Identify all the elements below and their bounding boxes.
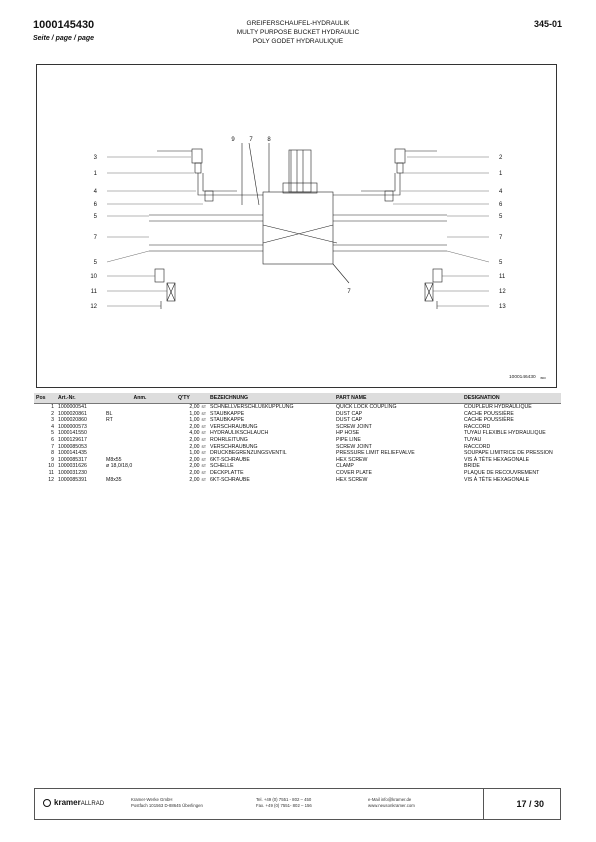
row-art-nr: 1000129617 [58, 436, 87, 443]
table-row [34, 470, 561, 477]
row-qty: 2,00 ST [189, 463, 206, 470]
row-unit: ST [201, 464, 206, 469]
row-part-name: PIPE LINE [336, 436, 361, 443]
parts-table-body [34, 404, 561, 484]
row-qty: 2,00 ST [189, 456, 206, 463]
row-pos: 6 [51, 436, 54, 443]
row-pos: 2 [51, 410, 54, 417]
col-qty: Q'TY [176, 393, 208, 404]
row-unit: ST [201, 405, 206, 409]
row-qty: 2,00 ST [189, 436, 206, 443]
drawing-suffix: /800 [540, 376, 546, 380]
callout-right-6: 7 [499, 235, 503, 241]
row-part-name: QUICK LOCK COUPLING [336, 404, 397, 410]
row-pos: 9 [51, 456, 54, 463]
row-pos: 1 [51, 404, 54, 410]
callout-top-3: 8 [267, 137, 271, 143]
row-bezeichnung: VERSCHRAUBUNG [210, 443, 258, 450]
row-bezeichnung: HYDRAULIKSCHLAUCH [210, 430, 269, 437]
callout-top-1: 9 [231, 137, 235, 143]
callout-left-5: 5 [93, 214, 97, 220]
table-row [34, 437, 561, 444]
title-french: POLY GODET HYDRAULIQUE [252, 38, 344, 45]
row-art-nr: 1000000541 [58, 404, 87, 410]
row-bezeichnung: STAUBKAPPE [210, 417, 245, 424]
row-designation: TUYAU [464, 436, 482, 443]
row-pos: 7 [51, 443, 54, 450]
row-part-name: HP HOSE [336, 430, 360, 437]
row-unit: ST [201, 418, 206, 423]
row-anm: BL [106, 410, 113, 417]
footer-divider [483, 789, 484, 819]
col-pos: Pos [34, 393, 56, 404]
row-anm: ø 18,0/18,0 [106, 463, 133, 470]
row-pos: 8 [51, 450, 54, 457]
row-unit: ST [201, 431, 206, 436]
callout-left-1: 3 [93, 155, 97, 161]
row-qty: 2,00 ST [189, 469, 206, 476]
row-qty: 2,00 ST [189, 443, 206, 450]
row-part-name: COVER PLATE [336, 469, 372, 476]
callout-left-2: 1 [93, 171, 97, 177]
row-part-name: SCREW JOINT [336, 423, 372, 430]
row-part-name: HEX SCREW [336, 456, 368, 463]
footer [34, 788, 561, 820]
row-qty: 2,00 ST [189, 404, 206, 410]
document-title [0, 19, 596, 46]
row-anm: M8x55 [106, 456, 122, 463]
row-part-name: SCREW JOINT [336, 443, 372, 450]
row-bezeichnung: STAUBKAPPE [210, 410, 245, 417]
row-part-name: DUST CAP [336, 410, 363, 417]
callout-top-2: 7 [249, 137, 253, 143]
callout-right-5: 5 [499, 214, 503, 220]
row-anm [104, 404, 176, 411]
table-row [34, 404, 561, 411]
row-designation: CACHE POUSSIÈRE [464, 410, 514, 417]
row-unit: ST [201, 457, 206, 462]
company-contact: e-Mail info@kramer.de www.neusonkramer.com [368, 797, 415, 808]
table-row [34, 417, 561, 424]
drawing-number: 1000146430 [509, 375, 536, 380]
hydraulic-diagram [37, 65, 556, 387]
callout-right-10: 13 [499, 304, 506, 310]
page-number: 17 / 30 [516, 799, 544, 809]
document-number: 1000145430 [33, 19, 95, 31]
page-label: Seite / page / page [33, 35, 95, 42]
company-address: Kramer-Werke GmbH Postfach 101563 D-88645 Überlingen [131, 797, 203, 808]
row-designation: SOUPAPE LIMITRICE DE PRESSION [464, 450, 553, 457]
parts-table [34, 393, 561, 483]
row-designation: CACHE POUSSIÈRE [464, 417, 514, 424]
row-bezeichnung: SCHNELLVERSCHLUßKUPPLUNG [210, 404, 294, 410]
row-qty: 2,00 ST [189, 476, 206, 483]
row-anm [104, 470, 176, 477]
row-part-name: PRESSURE LIMIT RELIEFVALVE [336, 450, 415, 457]
row-pos: 10 [48, 463, 54, 470]
relief-valve [289, 150, 311, 192]
table-row [34, 444, 561, 451]
callout-right-8: 11 [499, 274, 506, 280]
row-qty: 1,00 ST [189, 410, 206, 417]
table-row [34, 430, 561, 437]
row-anm: RT [106, 417, 113, 424]
row-anm: M8x35 [106, 476, 122, 483]
row-qty: 1,00 ST [189, 417, 206, 424]
row-pos: 12 [48, 476, 54, 483]
callout-right-7: 5 [499, 260, 503, 266]
row-art-nr: 1000020860 [58, 417, 87, 424]
col-art-nr: Art.-Nr. [56, 393, 104, 404]
row-pos: 5 [51, 430, 54, 437]
row-designation: BRIDE [464, 463, 480, 470]
table-header-row [34, 393, 561, 404]
callout-left-3: 4 [93, 189, 97, 195]
row-art-nr: 1000085317 [58, 456, 87, 463]
table-row [34, 477, 561, 484]
row-anm [104, 430, 176, 437]
col-anm: Anm. [104, 393, 176, 404]
row-unit: ST [201, 470, 206, 475]
row-unit: ST [201, 477, 206, 482]
row-bezeichnung: VERSCHRAUBUNG [210, 423, 258, 430]
row-part-name: DUST CAP [336, 417, 363, 424]
row-qty: 2,00 ST [189, 423, 206, 430]
callout-right-1: 2 [499, 155, 503, 161]
row-designation: VIS À TÊTE HEXAGONALE [464, 456, 530, 463]
kramer-logo: kramerALLRAD [43, 798, 104, 807]
row-bezeichnung: ROHRLEITUNG [210, 436, 248, 443]
callout-right-3: 4 [499, 189, 503, 195]
row-art-nr: 1000141550 [58, 430, 87, 437]
row-bezeichnung: SCHELLE [210, 463, 234, 470]
callout-left-7: 5 [93, 260, 97, 266]
table-row [34, 457, 561, 464]
row-part-name: HEX SCREW [336, 476, 368, 483]
row-art-nr: 1000031230 [58, 469, 87, 476]
table-row [34, 424, 561, 431]
col-part-name: PART NAME [334, 393, 462, 404]
row-art-nr: 1000141435 [58, 450, 87, 457]
callout-left-8: 10 [90, 274, 97, 280]
title-german: GREIFERSCHAUFEL-HYDRAULIK [246, 20, 350, 27]
row-pos: 11 [48, 469, 54, 476]
callout-left-4: 6 [93, 202, 97, 208]
row-pos: 3 [51, 417, 54, 424]
row-pos: 4 [51, 423, 54, 430]
logo-icon [43, 799, 51, 807]
row-designation: PLAQUE DE RECOUVREMENT [464, 469, 540, 476]
row-bezeichnung: 6KT-SCHRAUBE [210, 476, 250, 483]
row-bezeichnung: 6KT-SCHRAUBE [210, 456, 250, 463]
title-english: MULTY PURPOSE BUCKET HYDRAULIC [236, 29, 360, 36]
row-qty: 4,00 ST [189, 430, 206, 437]
row-art-nr: 1000020861 [58, 410, 87, 417]
row-art-nr: 1000085053 [58, 443, 87, 450]
section-number: 345-01 [533, 19, 562, 29]
row-unit: ST [201, 437, 206, 442]
table-row [34, 450, 561, 457]
row-unit: ST [201, 451, 206, 456]
row-part-name: CLAMP [336, 463, 354, 470]
row-anm [104, 424, 176, 431]
callout-right-9: 12 [499, 289, 506, 295]
col-designation: DESIGNATION [462, 393, 561, 404]
row-designation: RACCORD [464, 443, 491, 450]
row-unit: ST [201, 424, 206, 429]
company-phone: Tel. +49 (0) 7551 - 802 – 450 Fax. +49 (0) 7551- 802 – 156 [256, 797, 312, 808]
callout-bottom: 7 [347, 289, 351, 295]
row-anm [104, 450, 176, 457]
row-designation: TUYAU FLEXIBLE HYDRAULIQUE [464, 430, 546, 437]
callout-left-6: 7 [93, 235, 97, 241]
row-art-nr: 1000085391 [58, 476, 87, 483]
row-anm [104, 444, 176, 451]
row-qty: 1,00 ST [189, 450, 206, 457]
table-row [34, 463, 561, 470]
row-anm [104, 437, 176, 444]
row-designation: VIS À TÊTE HEXAGONALE [464, 476, 530, 483]
callout-right-4: 6 [499, 202, 503, 208]
row-unit: ST [201, 444, 206, 449]
row-unit: ST [201, 411, 206, 416]
callout-left-10: 12 [90, 304, 97, 310]
row-designation: COUPLEUR HYDRAULIQUE [464, 404, 532, 410]
row-designation: RACCORD [464, 423, 491, 430]
row-bezeichnung: DRUCKBEGRENZUNGSVENTIL [210, 450, 287, 457]
row-art-nr: 1000031626 [58, 463, 87, 470]
row-bezeichnung: DECKPLATTE [210, 469, 244, 476]
callout-right-2: 1 [499, 171, 503, 177]
row-art-nr: 1000000573 [58, 423, 87, 430]
col-bezeichnung: BEZEICHNUNG [208, 393, 334, 404]
callout-left-9: 11 [90, 289, 97, 295]
exploded-drawing [36, 64, 557, 388]
